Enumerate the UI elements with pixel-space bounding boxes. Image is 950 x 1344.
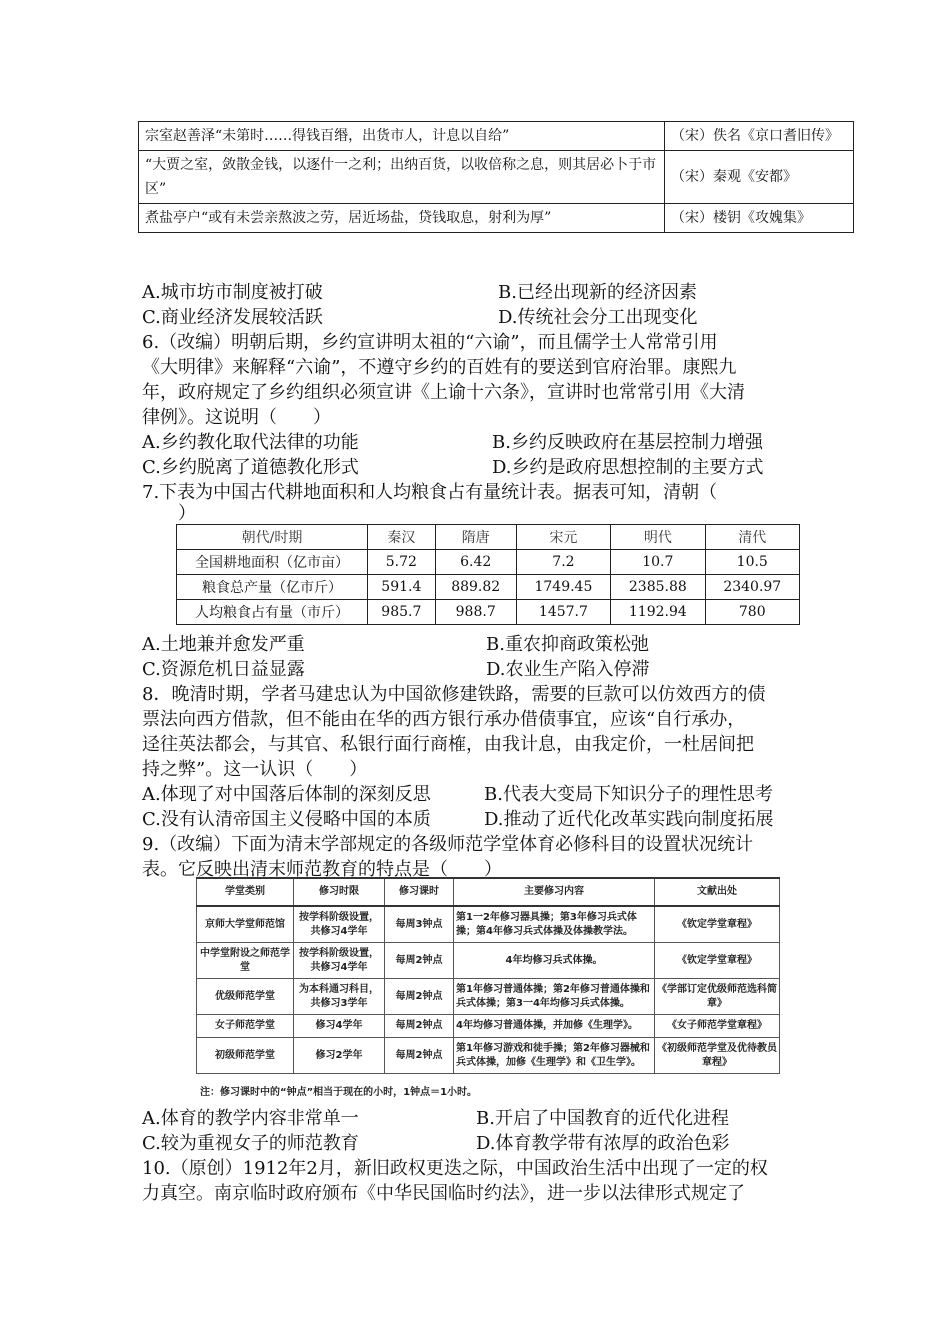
quote-source: （宋）楼钥《攻媿集》 — [665, 204, 854, 233]
q8-stem-line: 持之弊”。这一认识（ ） — [142, 759, 368, 780]
q7-stem-line: 7.下表为中国古代耕地面积和人均粮食占有量统计表。据表可知，清朝（ — [142, 482, 718, 503]
q7-option-d: D.农业生产陷入停滞 — [486, 659, 650, 680]
table-row — [197, 1015, 780, 1038]
q9-stem-line: 表。它反映出清末师范教育的特点是（ ） — [142, 859, 502, 880]
table-cell: 人均粮食占有量（市斤） — [177, 600, 368, 625]
q5-option-d: D.传统社会分工出现变化 — [498, 307, 698, 328]
table-cell: 按学科阶级设置，共修习4学年 — [294, 943, 385, 979]
table-row — [197, 979, 780, 1015]
table-row — [139, 151, 854, 204]
q9-stem-line: 9.（改编）下面为清末学部规定的各级师范学堂体育必修科目的设置状况统计 — [142, 834, 754, 855]
table-header-row — [177, 525, 800, 550]
table-row — [197, 943, 780, 979]
q6-option-b: B.乡约反映政府在基层控制力增强 — [492, 432, 763, 453]
table-cell: 全国耕地面积（亿市亩） — [177, 550, 368, 575]
table-header-cell: 清代 — [705, 525, 799, 550]
table-header-cell: 文献出处 — [655, 878, 780, 906]
table-cell: 10.7 — [611, 550, 705, 575]
table-cell: 修习4学年 — [294, 1015, 385, 1038]
table-row — [197, 906, 780, 943]
q10-stem-line: 力真空。南京临时政府颁布《中华民国临时约法》，进一步以法律形式规定了 — [142, 1183, 745, 1204]
table-cell: 按学科阶级设置，共修习4学年 — [294, 906, 385, 943]
table-header-cell: 学堂类别 — [197, 878, 294, 906]
table-cell: 中学堂附设之师范学堂 — [197, 943, 294, 979]
q9-option-c: C.较为重视女子的师范教育 — [142, 1133, 359, 1154]
table-cell: 为本科通习科目，共修习3学年 — [294, 979, 385, 1015]
q6-stem-line: 年，政府规定了乡约组织必须宣讲《上谕十六条》，宣讲时也常常引用《大清 — [142, 382, 745, 403]
grain-table — [176, 524, 800, 625]
q6-option-a: A.乡约教化取代法律的功能 — [142, 432, 359, 453]
table-cell: 1457.7 — [516, 600, 610, 625]
table-cell: 1192.94 — [611, 600, 705, 625]
table-row — [139, 122, 854, 151]
table-row — [177, 550, 800, 575]
q6-stem-line: 6.（改编）明朝后期，乡约宣讲明太祖的“六谕”，而且儒学士人常常引用 — [142, 332, 718, 353]
table-cell: 780 — [705, 600, 799, 625]
table-cell: 5.72 — [368, 550, 436, 575]
q8-stem-line: 迳往英法都会，与其官、私银行面行商榷，由我计息，由我定价，一杜居间把 — [142, 734, 754, 755]
table-cell: 粮食总产量（亿市斤） — [177, 575, 368, 600]
q9-option-d: D.体育教学带有浓厚的政治色彩 — [476, 1133, 730, 1154]
table-header-cell: 宋元 — [516, 525, 610, 550]
table-row — [139, 204, 854, 233]
table-cell: 《女子师范学堂章程》 — [655, 1015, 780, 1038]
table-cell: 第1年修习普通体操；第2年修习普通体操和兵式体操；第3一4年均修习兵式体操。 — [454, 979, 655, 1015]
quote-text: “大贾之室，敛散金钱，以逐什一之利；出纳百货，以收倍称之息，则其居必卜于市区” — [139, 151, 665, 204]
table-header-cell: 朝代/时期 — [177, 525, 368, 550]
q7-option-c: C.资源危机日益显露 — [142, 659, 305, 680]
q8-option-a: A.体现了对中国落后体制的深刻反思 — [142, 784, 431, 805]
q7-option-a: A.土地兼并愈发严重 — [142, 634, 305, 655]
table-row — [177, 600, 800, 625]
table-cell: 2340.97 — [705, 575, 799, 600]
table-cell: 每周2钟点 — [385, 979, 454, 1015]
table-header-cell: 明代 — [611, 525, 705, 550]
table-cell: 591.4 — [368, 575, 436, 600]
quote-text: 煮盐亭户“或有未尝亲熬波之劳，居近场盐，贷钱取息，射利为厚” — [139, 204, 665, 233]
q6-stem-line: 律例》。这说明（ ） — [142, 407, 331, 428]
table-note: 注：修习课时中的“钟点”相当于现在的小时，1钟点＝1小时。 — [200, 1087, 478, 1098]
table-cell: 《钦定学堂章程》 — [655, 943, 780, 979]
table-header-cell: 隋唐 — [435, 525, 516, 550]
quote-text: 宗室赵善泽“未第时……得钱百缗，出货市人，计息以自给” — [139, 122, 665, 151]
table-header-cell: 修习时限 — [294, 878, 385, 906]
q7-option-b: B.重农抑商政策松弛 — [486, 634, 649, 655]
q6-option-d: D.乡约是政府思想控制的主要方式 — [492, 457, 764, 478]
table-row — [177, 575, 800, 600]
q7-stem-line: ） — [142, 503, 196, 524]
table-cell: 《初级师范学堂及优待教员章程》 — [655, 1038, 780, 1074]
pe-course-table — [196, 877, 780, 1087]
table-cell: 女子师范学堂 — [197, 1015, 294, 1038]
q5-option-a: A.城市坊市制度被打破 — [142, 282, 323, 303]
quote-source: （宋）佚名《京口耆旧传》 — [665, 122, 854, 151]
table-header-cell: 秦汉 — [368, 525, 436, 550]
table-header-cell: 主要修习内容 — [454, 878, 655, 906]
table-cell: 889.82 — [435, 575, 516, 600]
q8-option-d: D.推动了近代化改革实践向制度拓展 — [484, 809, 774, 830]
table-cell: 10.5 — [705, 550, 799, 575]
table-cell: 7.2 — [516, 550, 610, 575]
table-cell: 优级师范学堂 — [197, 979, 294, 1015]
q5-option-b: B.已经出现新的经济因素 — [498, 282, 697, 303]
table-cell: 《学部订定优级师范选科简章》 — [655, 979, 780, 1015]
quote-source: （宋）秦观《安都》 — [665, 151, 854, 204]
table-cell: 985.7 — [368, 600, 436, 625]
table-cell: 每周2钟点 — [385, 943, 454, 979]
table-cell: 每周3钟点 — [385, 906, 454, 943]
table-cell: 1749.45 — [516, 575, 610, 600]
q6-option-c: C.乡约脱离了道德教化形式 — [142, 457, 359, 478]
table-cell: 2385.88 — [611, 575, 705, 600]
q10-stem-line: 10.（原创）1912年2月，新旧政权更迭之际，中国政治生活中出现了一定的权 — [142, 1158, 768, 1179]
q8-option-c: C.没有认清帝国主义侵略中国的本质 — [142, 809, 431, 830]
table-cell: 第1一2年修习器具操；第3年修习兵式体操；第4年修习兵式体操及体操教学法。 — [454, 906, 655, 943]
q6-stem-line: 《大明律》来解释“六谕”，不遵守乡约的百姓有的要送到官府治罪。康熙九 — [142, 357, 737, 378]
table-cell: 每周2钟点 — [385, 1038, 454, 1074]
table-cell: 第1年修习游戏和徒手操；第2年修习器械和兵式体操，加修《生理学》和《卫生学》。 — [454, 1038, 655, 1074]
q9-option-a: A.体育的教学内容非常单一 — [142, 1108, 359, 1129]
table-header-row — [197, 878, 780, 906]
table-cell: 4年均修习兵式体操。 — [454, 943, 655, 979]
table-cell: 初级师范学堂 — [197, 1038, 294, 1074]
q5-option-c: C.商业经济发展较活跃 — [142, 307, 323, 328]
table-cell: 988.7 — [435, 600, 516, 625]
quote-table — [138, 121, 854, 233]
table-cell: 每周2钟点 — [385, 1015, 454, 1038]
q8-stem-line: 8．晚清时期，学者马建忠认为中国欲修建铁路，需要的巨款可以仿效西方的债 — [142, 684, 766, 705]
table-cell: 修习2学年 — [294, 1038, 385, 1074]
table-row — [197, 1038, 780, 1074]
table-cell: 《钦定学堂章程》 — [655, 906, 780, 943]
table-cell: 京师大学堂师范馆 — [197, 906, 294, 943]
table-header-cell: 修习课时 — [385, 878, 454, 906]
table-cell: 6.42 — [435, 550, 516, 575]
q8-stem-line: 票法向西方借款，但不能由在华的西方银行承办借债事宜，应该“自行承办， — [142, 709, 746, 730]
q8-option-b: B.代表大变局下知识分子的理性思考 — [484, 784, 773, 805]
table-cell: 4年均修习普通体操，并加修《生理学》。 — [454, 1015, 655, 1038]
q9-option-b: B.开启了中国教育的近代化进程 — [476, 1108, 729, 1129]
